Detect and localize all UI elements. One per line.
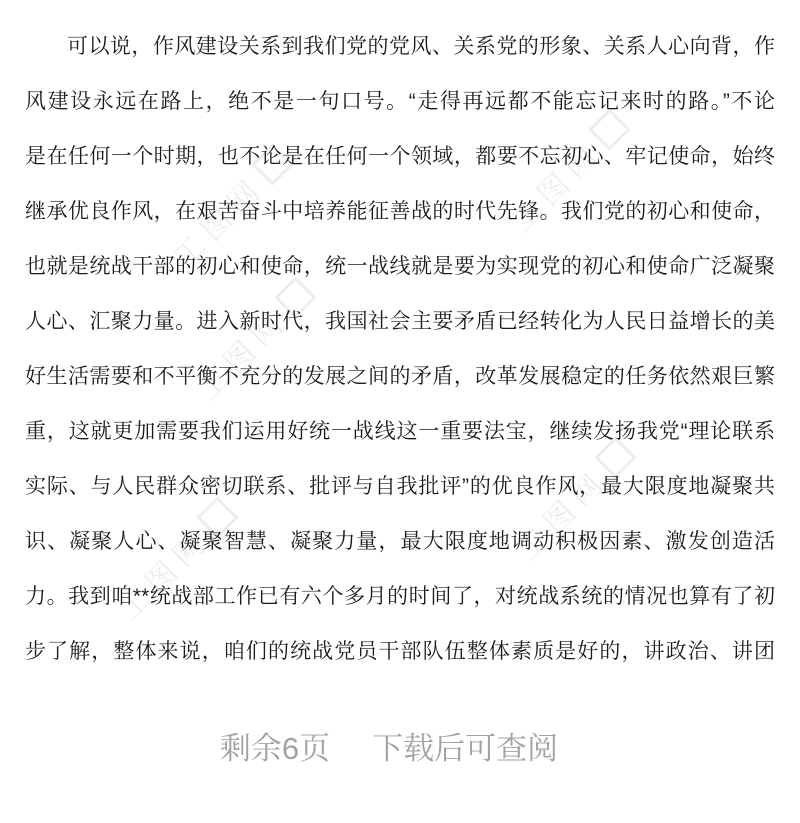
watermark-text: 工图网 [190,303,295,408]
paragraph-line: 也就是统战干部的初心和使命，统一战线就是要为实现党的初心和使命广泛凝聚 [25,255,775,278]
download-hint-label: 下载后可查阅 [372,731,559,766]
paragraph-line: 人心、汇聚力量。进入新时代，我国社会主要矛盾已经转化为人民日益增长的美 [25,310,775,333]
paragraph-line: 力。我到咱**统战部工作已有六个多月的时间了，对统战系统的情况也算有了初 [25,585,775,608]
watermark-text: 工图网 [510,463,615,568]
watermark-text: 工图网 [167,170,272,275]
watermark-text: 工图网 [112,523,217,628]
paragraph-line: 步了解，整体来说，咱们的统战党员干部队伍整体素质是好的，讲政治、讲团 [25,640,775,663]
pages-remaining-label: 剩余6页 [219,731,331,766]
paragraph-line: 好生活需要和不平衡不充分的发展之间的矛盾，改革发展稳定的任务依然艰巨繁 [25,365,775,388]
paragraph-line: 是在任何一个时期，也不论是在任何一个领域，都要不忘初心、牢记使命，始终 [25,145,775,168]
watermark-text: 工图网 [504,135,609,240]
paragraph-line: 重，这就更加需要我们运用好统一战线这一重要法宝，继续发扬我党“理论联系 [25,420,775,443]
paragraph-line: 识、凝聚人心、凝聚智慧、凝聚力量，最大限度地调动积极因素、激发创造活 [25,530,775,553]
page-preview-footer [0,723,789,768]
paragraph-line: 风建设永远在路上，绝不是一句口号。“走得再远都不能忘记来时的路。”不论 [25,90,775,113]
paragraph-line: 继承优良作风，在艰苦奋斗中培养能征善战的时代先锋。我们党的初心和使命， [25,200,775,223]
paragraph-line: 实际、与人民群众密切联系、批评与自我批评”的优良作风，最大限度地凝聚共 [25,475,775,498]
paragraph-line: 可以说，作风建设关系到我们党的党风、关系党的形象、关系人心向背，作 [67,35,775,58]
